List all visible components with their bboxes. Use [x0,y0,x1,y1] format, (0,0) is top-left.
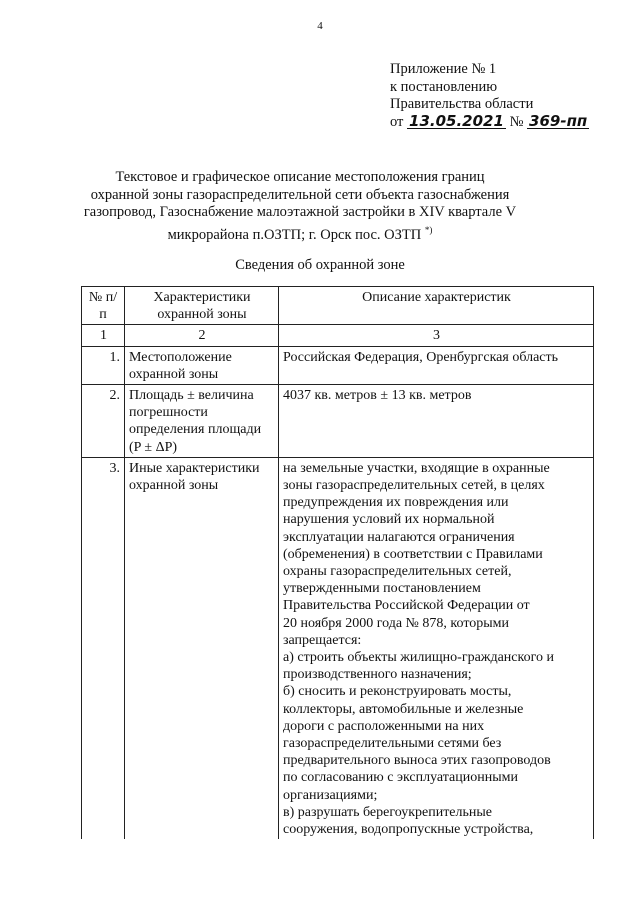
row-description: 4037 кв. метров ± 13 кв. метров [279,385,594,458]
description-line: по согласованию с эксплуатационными [283,770,518,786]
description-line: на земельные участки, входящие в охранные [283,460,550,476]
column-number-1: 1 [82,325,125,346]
description-line: охраны газораспределительных сетей, [283,564,512,580]
row-description: Российская Федерация, Оренбургская область [279,346,594,384]
description-line: производственного назначения; [283,667,472,683]
title-line-3: газопровод, Газоснабжение малоэтажной застройки в XIV квартале V [83,204,517,221]
description-line: б) сносить и реконструировать мосты, [283,684,512,700]
protection-zone-table [81,286,594,839]
table-column-numbers-row [82,325,594,346]
handwritten-date: 13.05.2021 [409,111,504,130]
handwritten-number: 369-пп [529,111,588,130]
appendix-line-2: к постановлению [390,78,498,95]
description-line: газораспределительными сетями без [283,736,502,752]
number-prefix: № [509,113,524,130]
description-line: утвержденными постановлением [283,581,481,597]
header-description: Описание характеристик [279,287,594,325]
description-line: в) разрушать берегоукрепительные [283,804,493,820]
description-line: (обременения) в соответствии с Правилами [283,546,543,562]
column-number-3: 3 [279,325,594,346]
table-row [82,385,594,458]
title-line-2: охранной зоны газораспределительной сети объекта газоснабжения [90,186,510,203]
appendix-line-3: Правительства области [390,96,534,112]
description-line: сооружения, водопропускные устройства, [283,822,534,838]
title-line-1: Текстовое и графическое описание местоположения границ [115,169,485,185]
row-characteristic: Иные характеристики охранной зоны [125,457,279,839]
description-line: организациями; [283,787,378,803]
description-line: предварительного выноса этих газопроводов [283,753,551,769]
page-number: 4 [317,20,323,32]
table-row [82,457,594,839]
row-number: 1. [82,346,125,384]
appendix-block [390,61,589,131]
table-row [82,346,594,384]
table-header-row [82,287,594,325]
description-line: дороги с расположенными на них [283,718,485,734]
title-line-4-text: микрорайона п.ОЗТП; г. Орск пос. ОЗТП [167,226,422,243]
description-line: эксплуатации налагаются ограничения [283,529,515,545]
appendix-date-line [390,111,589,132]
appendix-line-1: Приложение № 1 [390,61,497,77]
date-prefix: от [390,113,404,130]
header-characteristics: Характеристики охранной зоны [125,287,279,325]
column-number-2: 2 [125,325,279,346]
footnote-mark: *) [424,224,433,235]
row-number: 3. [82,457,125,839]
description-line: предупреждения их повреждения или [283,495,509,511]
row-number: 2. [82,385,125,458]
description-line: 20 ноября 2000 года № 878, которыми [283,615,510,631]
row-description [279,457,594,839]
row-characteristic: Местоположение охранной зоны [125,346,279,384]
header-number: № п/п [82,287,125,325]
description-line: нарушения условий их нормальной [283,512,495,528]
description-line: а) строить объекты жилищно-гражданского и [283,650,554,666]
description-line: зоны газораспределительных сетей, в целях [283,478,545,494]
row-characteristic: Площадь ± величина погрешности определения площади (P ± ΔP) [125,385,279,458]
description-line: Правительства Российской Федерации от [283,598,530,614]
description-line: запрещается: [283,632,362,648]
section-subtitle: Сведения об охранной зоне [235,257,405,273]
description-line: коллекторы, автомобильные и железные [283,701,524,717]
title-line-4 [80,222,520,244]
document-title [80,169,520,244]
